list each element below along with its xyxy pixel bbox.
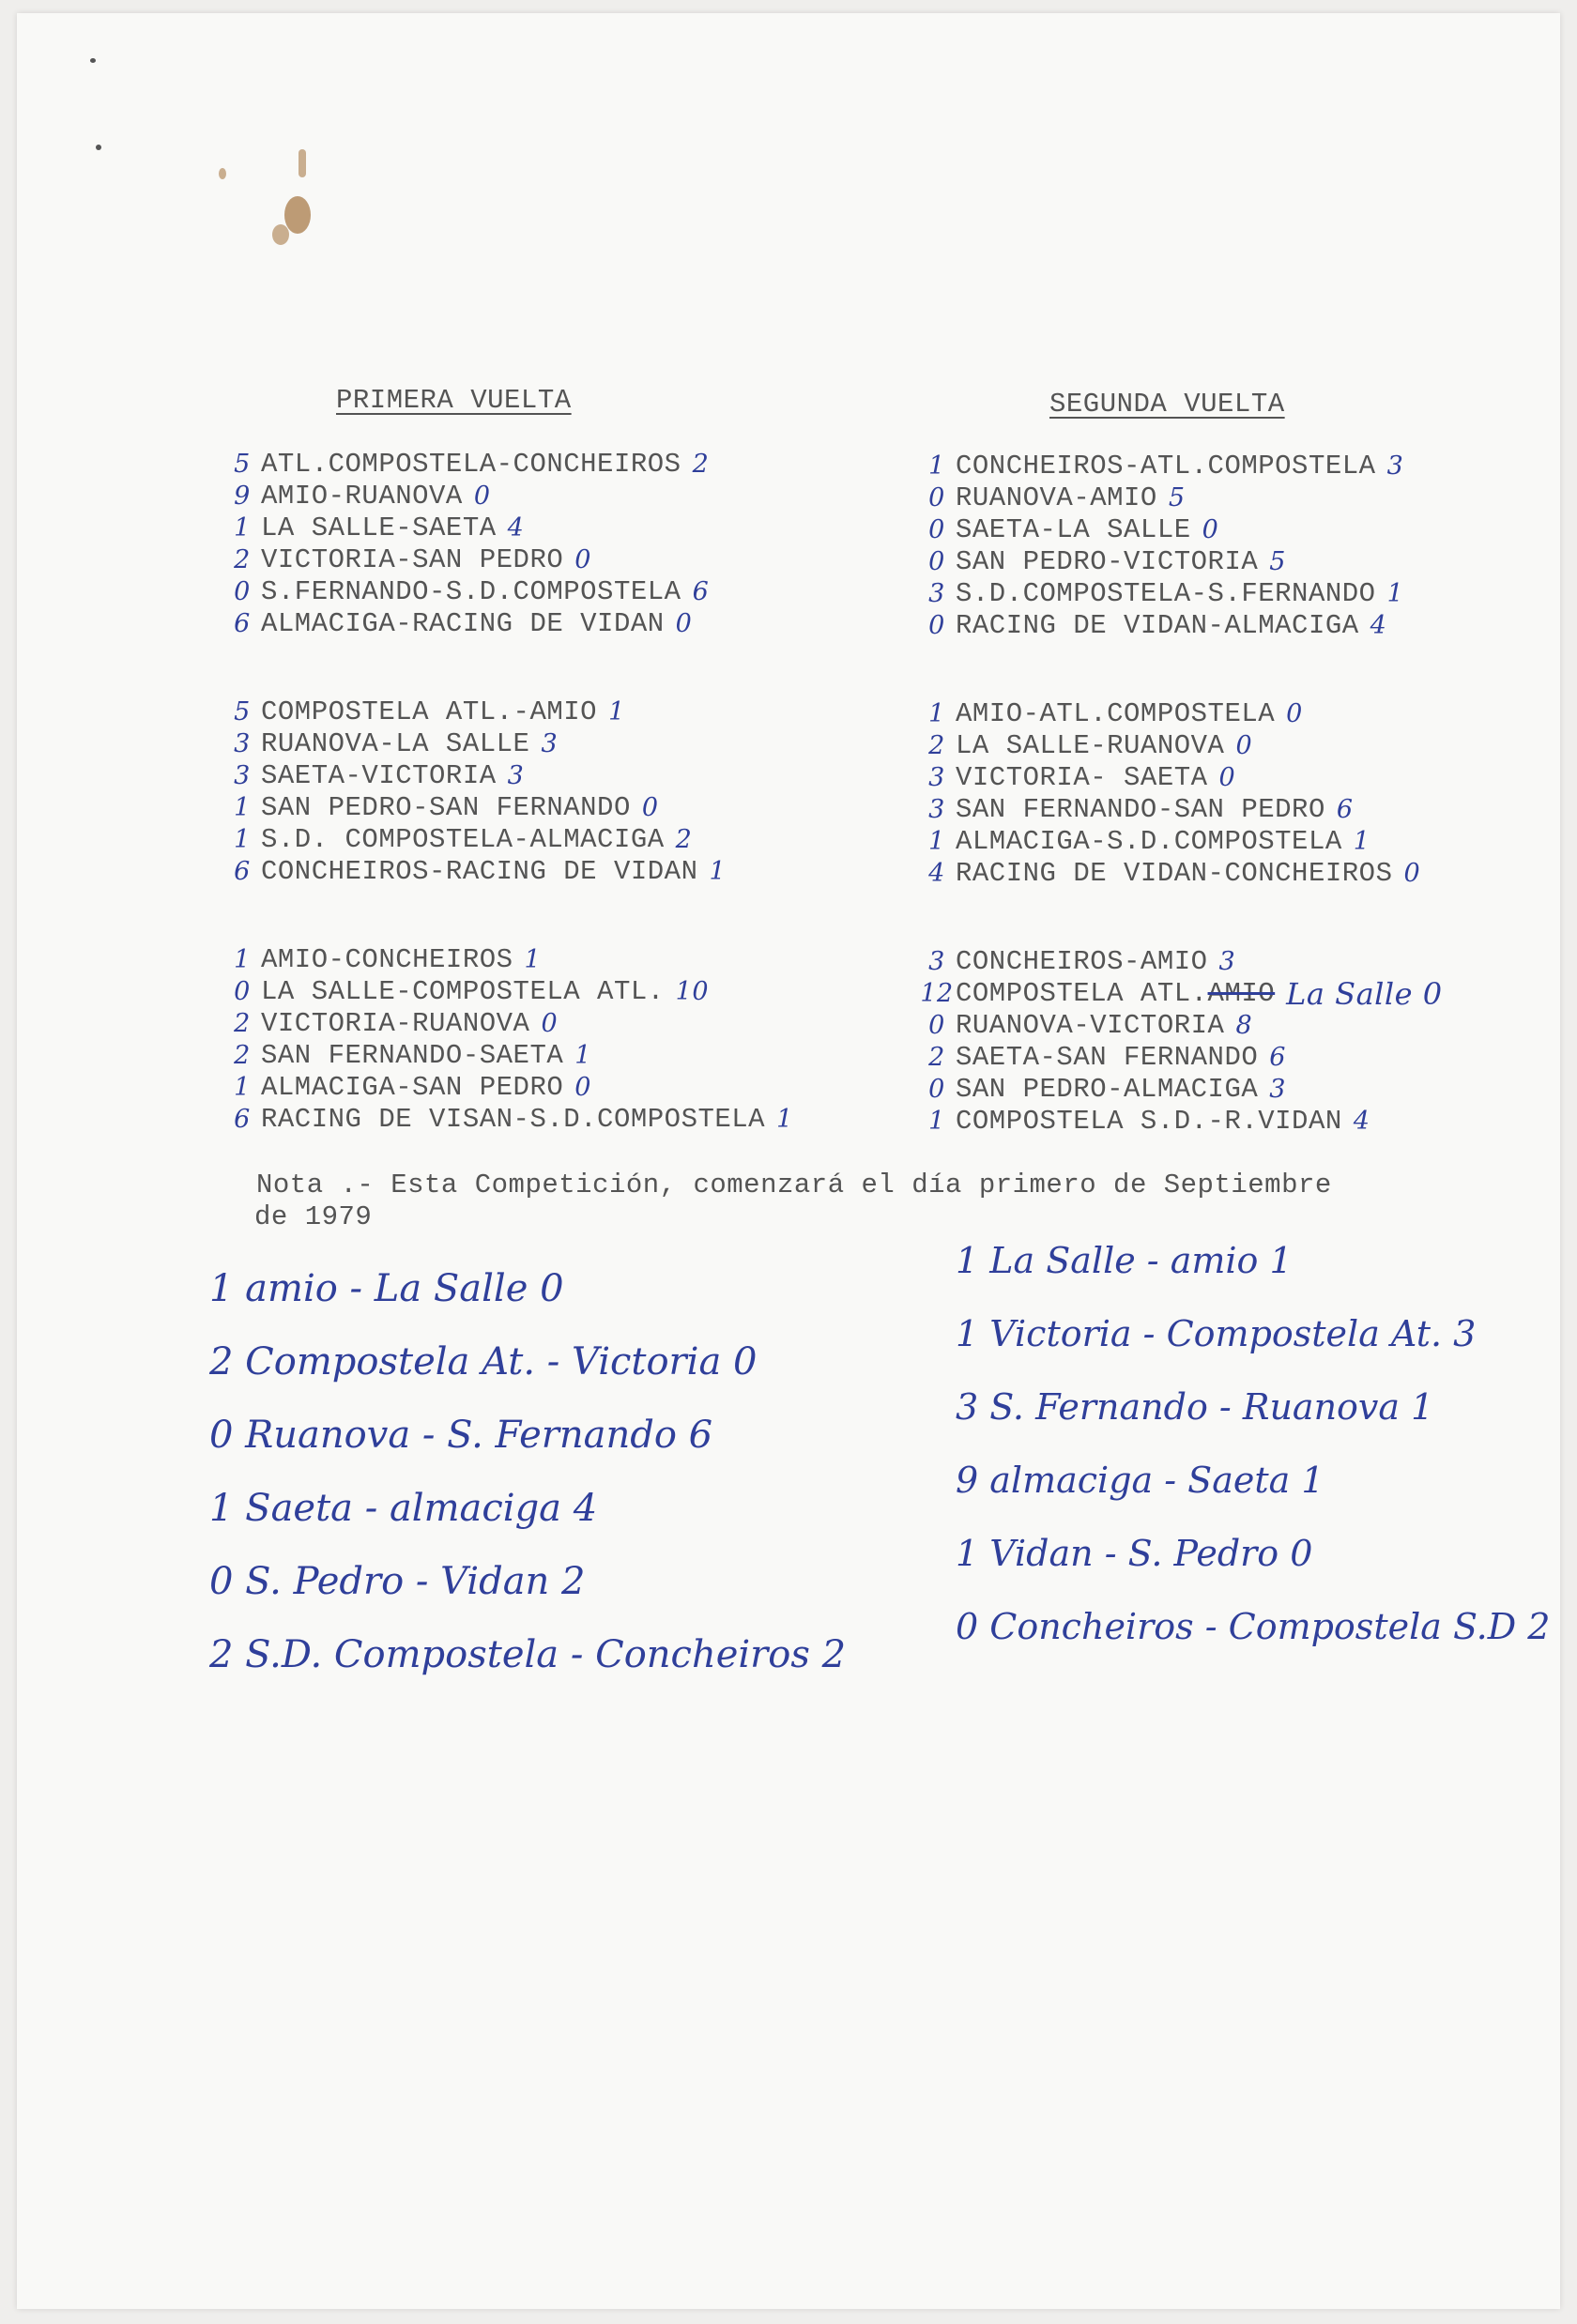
- handwritten-match: 1 amio - La Salle 0: [209, 1267, 564, 1310]
- away-score: 0: [473, 482, 491, 511]
- match-line: [918, 451, 1556, 482]
- match-name: ALMACIGA-SAN PEDRO: [261, 1072, 564, 1103]
- away-score: 2: [675, 825, 693, 854]
- match-name: RACING DE VIDAN-ALMACIGA: [956, 610, 1359, 641]
- home-score: 0: [928, 483, 945, 512]
- document-page: [17, 13, 1560, 2309]
- handwritten-match: 0 S. Pedro - Vidan 2: [209, 1560, 586, 1603]
- match-name: COMPOSTELA ATL.: [956, 978, 1208, 1009]
- match-line: [918, 858, 1556, 890]
- home-score: 1: [234, 1073, 251, 1102]
- handwritten-match: 2 Compostela At. - Victoria 0: [209, 1340, 758, 1384]
- match-line: [918, 1106, 1556, 1138]
- away-score: 0: [1403, 859, 1421, 888]
- match-line: [223, 792, 824, 824]
- match-line: [223, 544, 824, 576]
- match-line: [223, 1104, 824, 1136]
- home-score: 1: [234, 793, 251, 822]
- match-line: [223, 696, 824, 728]
- home-score: 6: [234, 1105, 251, 1134]
- round-block: [918, 946, 1556, 1138]
- match-line: [918, 762, 1556, 794]
- match-name: VICTORIA-RUANOVA: [261, 1008, 530, 1039]
- match-name: COMPOSTELA ATL.-AMIO: [261, 696, 598, 727]
- match-name: LA SALLE-SAETA: [261, 512, 497, 543]
- match-name: RACING DE VIDAN-CONCHEIROS: [956, 858, 1393, 889]
- ink-speck: [90, 58, 96, 63]
- match-name: CONCHEIROS-AMIO: [956, 946, 1208, 977]
- away-score: 0: [641, 793, 659, 822]
- handwritten-match: 3 S. Fernando - Ruanova 1: [956, 1386, 1434, 1428]
- match-name: SAETA-LA SALLE: [956, 514, 1191, 545]
- away-score: 3: [507, 761, 525, 790]
- match-line: [223, 976, 824, 1008]
- match-line: [223, 856, 824, 888]
- match-name: SAN PEDRO-VICTORIA: [956, 546, 1259, 577]
- handwritten-match: 1 La Salle - amio 1: [956, 1240, 1293, 1281]
- heading-primera-vuelta: PRIMERA VUELTA: [336, 385, 572, 416]
- match-name: VICTORIA- SAETA: [956, 762, 1208, 793]
- home-score: 1: [234, 513, 251, 543]
- away-score: 10: [675, 977, 710, 1006]
- match-line: [918, 1042, 1556, 1074]
- handwritten-match: 1 Victoria - Compostela At. 3: [956, 1313, 1477, 1354]
- match-name: COMPOSTELA S.D.-R.VIDAN: [956, 1106, 1342, 1137]
- match-name: RUANOVA-VICTORIA: [956, 1010, 1225, 1041]
- away-score: 8: [1235, 1011, 1253, 1040]
- segunda-vuelta-column: [918, 451, 1556, 1138]
- note-line-1: Nota .- Esta Competición, comenzará el día primero de Septiembre: [256, 1170, 1332, 1200]
- match-name: SAN FERNANDO-SAETA: [261, 1040, 564, 1071]
- handwritten-match: 2 S.D. Compostela - Concheiros 2: [209, 1633, 847, 1676]
- home-score: 0: [928, 611, 945, 640]
- away-score: 2: [692, 450, 710, 479]
- away-score: 0: [1235, 731, 1253, 760]
- away-score: 3: [1269, 1075, 1286, 1104]
- match-name: CONCHEIROS-RACING DE VIDAN: [261, 856, 698, 887]
- away-score: 0: [1202, 515, 1219, 544]
- home-score: 1: [234, 945, 251, 974]
- home-score: 2: [234, 1041, 251, 1070]
- match-name: AMIO-RUANOVA: [261, 481, 463, 512]
- home-score: 1: [234, 825, 251, 854]
- home-score: 5: [234, 450, 251, 479]
- coffee-stain: [299, 149, 306, 177]
- away-score: 0: [1286, 699, 1303, 728]
- home-score: 4: [928, 859, 945, 888]
- match-line: [918, 826, 1556, 858]
- away-score: 6: [1336, 795, 1354, 824]
- match-line: [918, 730, 1556, 762]
- note-line-2: de 1979: [254, 1201, 373, 1232]
- away-score: La Salle 0: [1286, 976, 1443, 1012]
- home-score: 1: [928, 827, 945, 856]
- match-line: [223, 728, 824, 760]
- match-name: SAETA-SAN FERNANDO: [956, 1042, 1259, 1073]
- home-score: 0: [928, 1011, 945, 1040]
- match-name: RACING DE VISAN-S.D.COMPOSTELA: [261, 1104, 766, 1135]
- coffee-stain: [284, 196, 311, 234]
- away-score: 1: [608, 697, 625, 726]
- home-score: 1: [928, 1107, 945, 1136]
- away-score: 1: [524, 945, 542, 974]
- home-score: 0: [928, 515, 945, 544]
- match-line: [918, 514, 1556, 546]
- match-line: [918, 698, 1556, 730]
- ink-speck: [96, 145, 101, 150]
- away-score: 1: [1386, 579, 1404, 608]
- coffee-stain: [272, 224, 289, 245]
- home-score: 0: [928, 1075, 945, 1104]
- match-line: [223, 512, 824, 544]
- match-name: ATL.COMPOSTELA-CONCHEIROS: [261, 449, 681, 480]
- match-line: [918, 978, 1556, 1010]
- match-name: S.FERNANDO-S.D.COMPOSTELA: [261, 576, 681, 607]
- away-score: 0: [574, 545, 591, 574]
- home-score: 2: [928, 1043, 945, 1072]
- away-score: 0: [541, 1009, 559, 1038]
- match-name: CONCHEIROS-ATL.COMPOSTELA: [956, 451, 1376, 482]
- away-score: 3: [1386, 451, 1404, 481]
- match-line: [223, 760, 824, 792]
- match-line: [918, 1074, 1556, 1106]
- match-name: SAN FERNANDO-SAN PEDRO: [956, 794, 1325, 825]
- away-score: 4: [507, 513, 525, 543]
- handwritten-match: 1 Vidan - S. Pedro 0: [956, 1533, 1313, 1574]
- match-line: [223, 824, 824, 856]
- round-block: [918, 698, 1556, 890]
- struck-out-text: AMIO: [1207, 978, 1276, 1009]
- home-score: 6: [234, 609, 251, 638]
- away-score: 6: [692, 577, 710, 606]
- home-score: 3: [928, 795, 945, 824]
- home-score: 3: [234, 729, 251, 758]
- match-line: [918, 546, 1556, 578]
- handwritten-match: 1 Saeta - almaciga 4: [209, 1487, 598, 1530]
- home-score: 1: [928, 451, 945, 481]
- home-score: 3: [928, 579, 945, 608]
- away-score: 0: [675, 609, 693, 638]
- round-block: [918, 451, 1556, 642]
- match-line: [918, 946, 1556, 978]
- handwritten-left-column: [209, 1252, 846, 1691]
- away-score: 1: [709, 857, 727, 886]
- home-score: 12: [920, 979, 954, 1008]
- away-score: 5: [1269, 547, 1286, 576]
- handwritten-match: 0 Concheiros - Compostela S.D 2: [956, 1606, 1551, 1647]
- away-score: 4: [1370, 611, 1387, 640]
- home-score: 2: [234, 1009, 251, 1038]
- match-name: SAN PEDRO-SAN FERNANDO: [261, 792, 631, 823]
- round-block: [223, 944, 824, 1136]
- match-line: [223, 944, 824, 976]
- match-name: AMIO-ATL.COMPOSTELA: [956, 698, 1276, 729]
- away-score: 0: [574, 1073, 591, 1102]
- away-score: 3: [1218, 947, 1236, 976]
- match-line: [223, 449, 824, 481]
- home-score: 6: [234, 857, 251, 886]
- handwritten-match: 9 almaciga - Saeta 1: [956, 1460, 1324, 1501]
- match-line: [223, 1072, 824, 1104]
- handwritten-right-column: [956, 1224, 1550, 1663]
- home-score: 0: [234, 977, 251, 1006]
- handwritten-match: 0 Ruanova - S. Fernando 6: [209, 1414, 713, 1457]
- match-line: [918, 610, 1556, 642]
- heading-segunda-vuelta: SEGUNDA VUELTA: [1049, 389, 1285, 420]
- match-line: [918, 1010, 1556, 1042]
- away-score: 5: [1168, 483, 1186, 512]
- round-block: [223, 449, 824, 640]
- match-name: VICTORIA-SAN PEDRO: [261, 544, 564, 575]
- home-score: 3: [234, 761, 251, 790]
- match-line: [918, 578, 1556, 610]
- match-name: SAN PEDRO-ALMACIGA: [956, 1074, 1259, 1105]
- home-score: 0: [234, 577, 251, 606]
- away-score: 1: [574, 1041, 591, 1070]
- coffee-stain: [219, 168, 226, 179]
- match-line: [223, 608, 824, 640]
- match-name: LA SALLE-RUANOVA: [956, 730, 1225, 761]
- match-line: [918, 794, 1556, 826]
- match-name: AMIO-CONCHEIROS: [261, 944, 513, 975]
- away-score: 4: [1353, 1107, 1370, 1136]
- home-score: 3: [928, 947, 945, 976]
- match-name: ALMACIGA-RACING DE VIDAN: [261, 608, 665, 639]
- home-score: 0: [928, 547, 945, 576]
- home-score: 9: [234, 482, 251, 511]
- match-name: RUANOVA-AMIO: [956, 482, 1157, 513]
- away-score: 1: [1353, 827, 1370, 856]
- primera-vuelta-column: [223, 449, 824, 1136]
- match-name: RUANOVA-LA SALLE: [261, 728, 530, 759]
- round-block: [223, 696, 824, 888]
- match-line: [223, 1008, 824, 1040]
- match-name: S.D. COMPOSTELA-ALMACIGA: [261, 824, 665, 855]
- match-line: [223, 1040, 824, 1072]
- away-score: 0: [1218, 763, 1236, 792]
- home-score: 5: [234, 697, 251, 726]
- away-score: 6: [1269, 1043, 1286, 1072]
- match-name: ALMACIGA-S.D.COMPOSTELA: [956, 826, 1342, 857]
- away-score: 3: [541, 729, 559, 758]
- home-score: 2: [234, 545, 251, 574]
- home-score: 3: [928, 763, 945, 792]
- home-score: 1: [928, 699, 945, 728]
- match-name: S.D.COMPOSTELA-S.FERNANDO: [956, 578, 1376, 609]
- match-line: [223, 576, 824, 608]
- home-score: 2: [928, 731, 945, 760]
- away-score: 1: [776, 1105, 793, 1134]
- match-line: [223, 481, 824, 512]
- match-name: LA SALLE-COMPOSTELA ATL.: [261, 976, 665, 1007]
- match-name: SAETA-VICTORIA: [261, 760, 497, 791]
- match-line: [918, 482, 1556, 514]
